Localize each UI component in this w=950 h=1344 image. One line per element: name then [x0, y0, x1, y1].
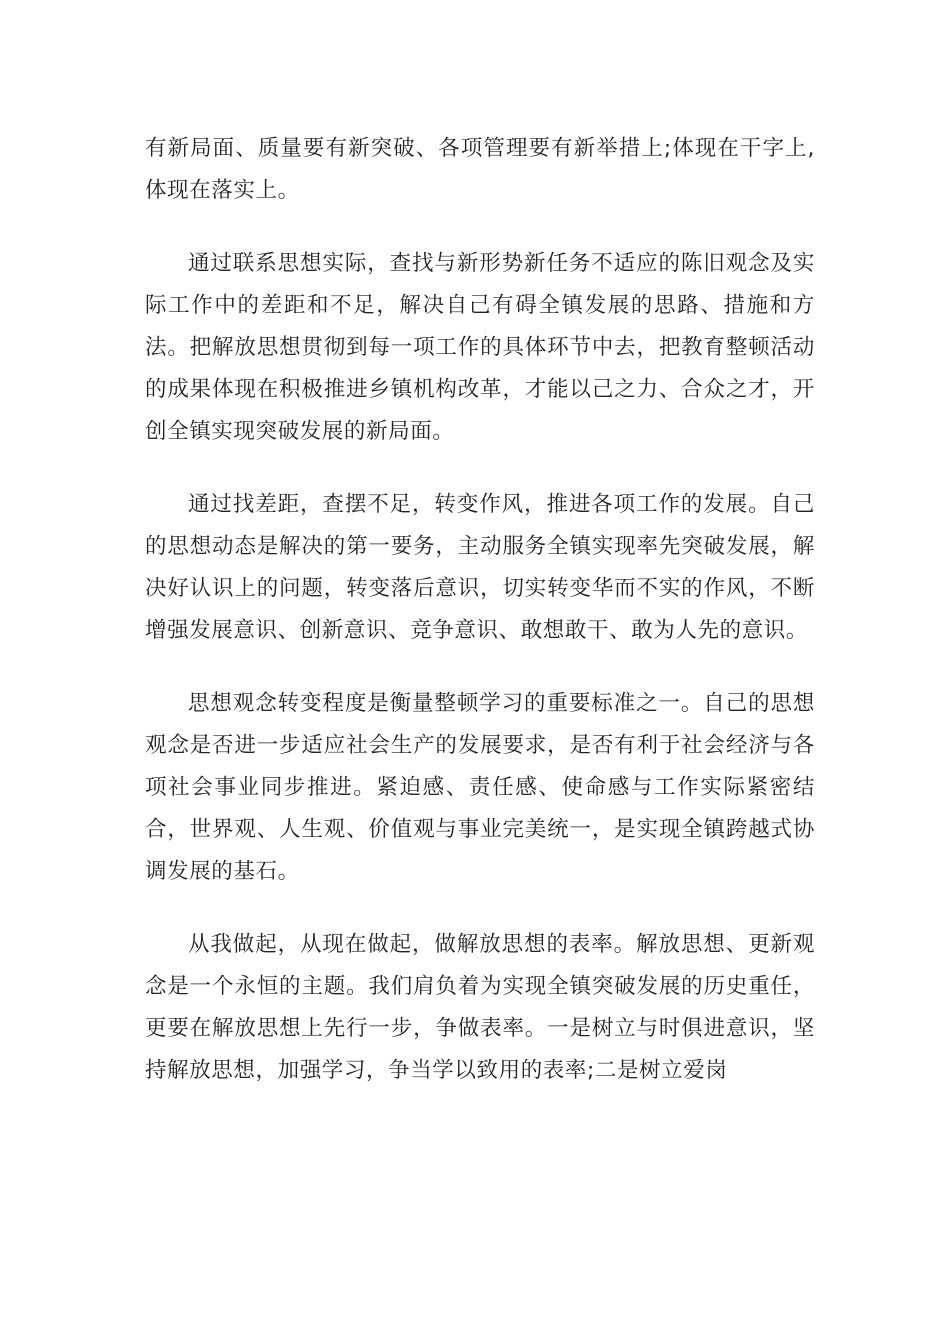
paragraph-contact-thought: 通过联系思想实际，查找与新形势新任务不适应的陈旧观念及实际工作中的差距和不足，解决自己有碍全镇发展的思路、措施和方法。把解放思想贯彻到每一项工作的具体环节中去，把教育整顿活动的成果体现在积极推进乡镇机构改革，才能以己之力、合众之才，开创全镇实现突破发展的新局面。 — [145, 251, 815, 444]
document-body — [145, 128, 815, 1092]
paragraph-thought-change: 思想观念转变程度是衡量整顿学习的重要标准之一。自己的思想观念是否进一步适应社会生产的发展要求，是否有利于社会经济与各项社会事业同步推进。紧迫感、责任感、使命感与工作实际紧密结合，世界观、人生观、价值观与事业完美统一，是实现全镇跨越式协调发展的基石。 — [145, 691, 815, 884]
paragraph-find-gaps: 通过找差距，查摆不足，转变作风，推进各项工作的发展。自己的思想动态是解决的第一要务，主动服务全镇实现率先突破发展，解决好认识上的问题，转变落后意识，切实转变华而不实的作风，不断增强发展意识、创新意识、竞争意识、敢想敢干、敢为人先的意识。 — [145, 492, 815, 643]
paragraph-continuation: 有新局面、质量要有新突破、各项管理要有新举措上;体现在干字上,体现在落实上。 — [145, 136, 815, 203]
paragraph-start-from-me: 从我做起，从现在做起，做解放思想的表率。解放思想、更新观念是一个永恒的主题。我们肩负着为实现全镇突破发展的历史重任，更要在解放思想上先行一步，争做表率。一是树立与时俱进意识，坚持解放思想，加强学习，争当学以致用的表率;二是树立爱岗 — [145, 932, 815, 1083]
